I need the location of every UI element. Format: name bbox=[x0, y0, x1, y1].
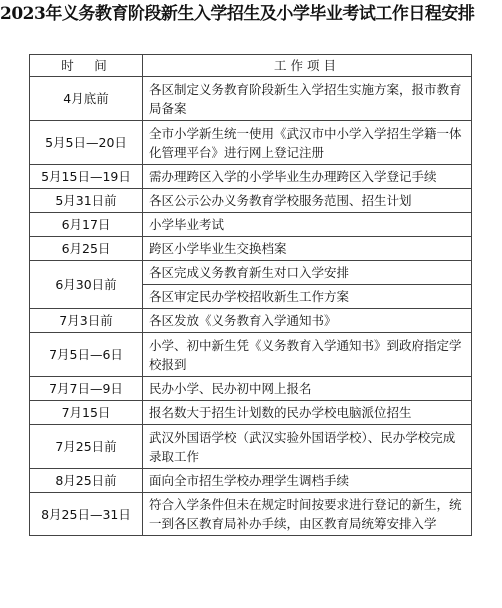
page-title: 2023年义务教育阶段新生入学招生及小学毕业考试工作日程安排 bbox=[0, 4, 475, 24]
table-row bbox=[30, 377, 472, 401]
table-row bbox=[30, 165, 472, 189]
row-item: 各区公示公办义务教育学校服务范围、招生计划 bbox=[143, 189, 472, 213]
row-item: 符合入学条件但未在规定时间按要求进行登记的新生，统一到各区教育局补办手续，由区教育局统筹安排入学 bbox=[143, 493, 472, 536]
row-item: 跨区小学毕业生交换档案 bbox=[143, 237, 472, 261]
table-row bbox=[30, 237, 472, 261]
row-time: 8月25日前 bbox=[30, 469, 143, 493]
row-item: 报名数大于招生计划数的民办学校电脑派位招生 bbox=[143, 401, 472, 425]
row-time: 8月25日—31日 bbox=[30, 493, 143, 536]
table-row bbox=[30, 213, 472, 237]
table-row bbox=[30, 121, 472, 165]
row-time: 7月15日 bbox=[30, 401, 143, 425]
header-item: 工作项目 bbox=[143, 55, 472, 77]
row-time: 6月30日前 bbox=[30, 261, 143, 309]
row-time: 7月7日—9日 bbox=[30, 377, 143, 401]
row-time: 5月5日—20日 bbox=[30, 121, 143, 165]
table-row bbox=[30, 309, 472, 333]
table-row bbox=[30, 261, 472, 285]
row-item: 面向全市招生学校办理学生调档手续 bbox=[143, 469, 472, 493]
table-row bbox=[30, 493, 472, 536]
table-row bbox=[30, 469, 472, 493]
table-row bbox=[30, 77, 472, 121]
row-time: 7月25日前 bbox=[30, 425, 143, 469]
table-row bbox=[30, 189, 472, 213]
row-item: 民办小学、民办初中网上报名 bbox=[143, 377, 472, 401]
row-item: 各区审定民办学校招收新生工作方案 bbox=[143, 285, 472, 309]
header-time: 时 间 bbox=[30, 55, 143, 77]
schedule-table bbox=[29, 54, 472, 536]
table-row bbox=[30, 425, 472, 469]
table-row bbox=[30, 333, 472, 377]
row-item: 全市小学新生统一使用《武汉市中小学入学招生学籍一体化管理平台》进行网上登记注册 bbox=[143, 121, 472, 165]
row-time: 5月31日前 bbox=[30, 189, 143, 213]
row-item: 各区发放《义务教育入学通知书》 bbox=[143, 309, 472, 333]
row-time: 7月3日前 bbox=[30, 309, 143, 333]
row-item: 需办理跨区入学的小学毕业生办理跨区入学登记手续 bbox=[143, 165, 472, 189]
table-header-row bbox=[30, 55, 472, 77]
row-item: 各区完成义务教育新生对口入学安排 bbox=[143, 261, 472, 285]
row-item: 小学毕业考试 bbox=[143, 213, 472, 237]
row-item: 武汉外国语学校（武汉实验外国语学校）、民办学校完成录取工作 bbox=[143, 425, 472, 469]
row-time: 4月底前 bbox=[30, 77, 143, 121]
row-item: 各区制定义务教育阶段新生入学招生实施方案，报市教育局备案 bbox=[143, 77, 472, 121]
row-time: 5月15日—19日 bbox=[30, 165, 143, 189]
row-time: 7月5日—6日 bbox=[30, 333, 143, 377]
row-item: 小学、初中新生凭《义务教育入学通知书》到政府指定学校报到 bbox=[143, 333, 472, 377]
table-row bbox=[30, 401, 472, 425]
row-time: 6月17日 bbox=[30, 213, 143, 237]
row-time: 6月25日 bbox=[30, 237, 143, 261]
